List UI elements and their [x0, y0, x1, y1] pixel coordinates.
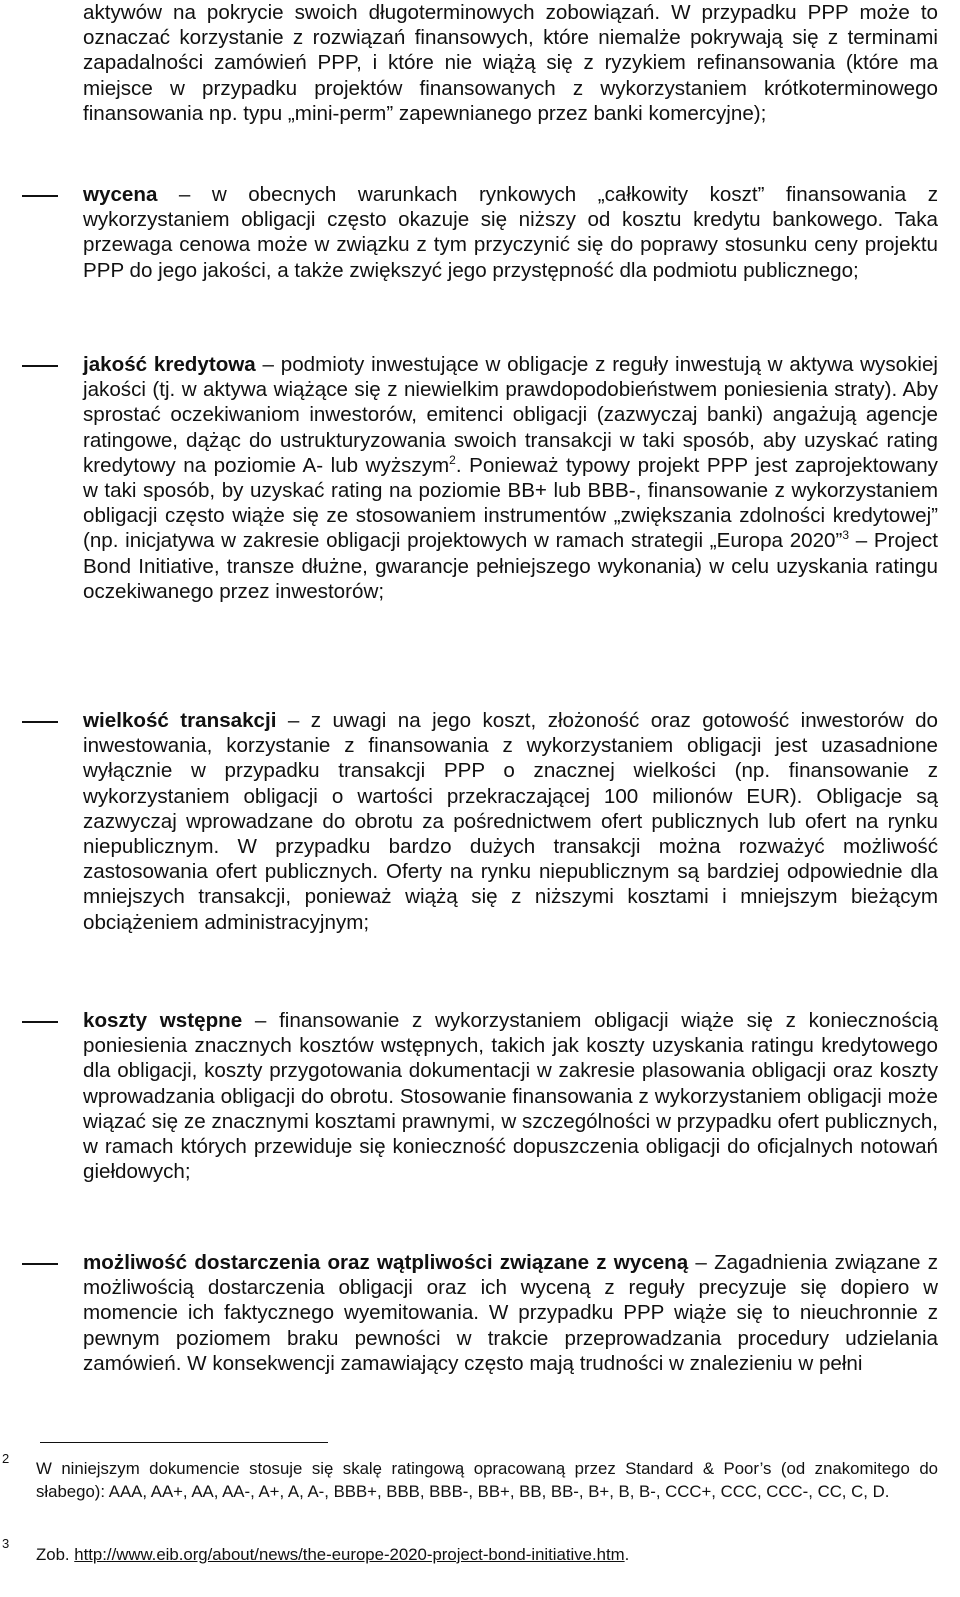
footnote-number: 2: [2, 1451, 10, 1466]
intro-paragraph: aktywów na pokrycie swoich długoterminowych zobowiązań. W przypadku PPP może to oznaczać korzystanie z rozwiązań finansowych, które niemalże pokrywają się z terminami zapadalności zamówień PPP, i które nie wiążą się z ryzykiem refinansowania (które ma miejsce w przypadku projektów finansowanych z wykorzystaniem krótkoterminowego finansowania np. typu „mini-perm” zapewnianego przez banki komercyjne);: [83, 1, 938, 125]
list-item-term: wycena: [83, 183, 158, 206]
list-item-term: wielkość transakcji: [83, 709, 277, 732]
dash-bullet-icon: [22, 195, 58, 197]
list-item-body: z uwagi na jego koszt, złożoność oraz gotowość inwestorów do inwestowania, korzystanie z finansowania z wykorzystaniem obligacji jest uzasadnione wyłącznie w przypadku transakcji PPP o znacznej wielkości (np. finansowanie z wykorzystaniem obligacji o wartości przekraczającej 100 milionów EUR). Obligacje są zazwyczaj wprowadzane do obrotu za pośrednictwem ofert publicznych lub ofert na rynku niepublicznym. W przypadku bardzo dużych transakcji można rozważyć możliwość zastosowania ofert publicznych. Oferty na rynku niepublicznym są bardziej odpowiednie dla mniejszych transakcji, ponieważ wiążą się z niższymi kosztami i mniejszym bieżącym obciążeniem administracyjnym;: [83, 709, 938, 934]
footnote-ref[interactable]: 2: [449, 452, 456, 467]
footnote-2: W niniejszym dokumencie stosuje się skalę ratingową opracowaną przez Standard & Poor’s (od znakomitego do słabego): AAA, AA+, AA, AA-, A+, A, A-, BBB+, BBB, BBB-, BB+, BB, BB-, B+, B, B-, CCC+, CCC, CCC-, CC, C, D.: [36, 1459, 938, 1501]
list-item-text: jakość kredytowa – podmioty inwestujące w obligacje z reguły inwestują w aktywa wysokiej jakości (tj. w aktywa wiążące się z niewielkim prawdopodobieństwem poniesienia straty). Aby sprostać oczekiwaniom inwestorów, emitenci obligacji (zazwyczaj banki) angażują agencje ratingowe, dążąc do ustrukturyzowania swoich transakcji w taki sposób, aby uzyskać rating kredytowy na poziomie A- lub wyższym$^2$. Ponieważ typowy projekt PPP jest zaprojektowany w taki sposób, by uzyskać rating na poziomie BB+ lub BBB-, finansowanie z wykorzystaniem obligacji często wiąże się ze stosowaniem instrumentów „zwiększania zdolności kredytowej” (np. inicjatywa w zakresie obligacji projektowych w ramach strategii „Europa 2020”$^3$ – Project Bond Initiative, transze dłużne, gwarancje pełniejszego wykonania) w celu uzyskania ratingu oczekiwanego przez inwestorów;: [83, 353, 938, 603]
footnote-number: 3: [2, 1536, 10, 1551]
list-item-body: w obecnych warunkach rynkowych „całkowity koszt” finansowania z wykorzystaniem obligacji często okazuje się niższy od kosztu kredytu bankowego. Taka przewaga cenowa może w związku z tym przyczynić się do poprawy stosunku ceny projektu PPP do jego jakości, a także zwiększyć jego przystępność dla podmiotu publicznego;: [83, 183, 938, 282]
list-item-term: koszty wstępne: [83, 1009, 243, 1032]
list-item-term: możliwość dostarczenia oraz wątpliwości związane z wyceną: [83, 1251, 689, 1274]
list-item-text: możliwość dostarczenia oraz wątpliwości związane z wyceną – Zagadnienia związane z możliwością dostarczenia obligacji oraz ich wyceną z reguły precyzuje się dopiero w momencie ich faktycznego wyemitowania. W przypadku PPP wiąże się to nieuchronnie z pewnym poziomem braku pewności w trakcie przeprowadzania procedury udzielania zamówień. W konsekwencji zamawiający często mają trudności w znalezieniu w pełni: [83, 1251, 939, 1375]
list-item-text: wielkość transakcji – z uwagi na jego koszt, złożoność oraz gotowość inwestorów do inwestowania, korzystanie z finansowania z wykorzystaniem obligacji jest uzasadnione wyłącznie w przypadku transakcji PPP o znacznej wielkości (np. finansowanie z wykorzystaniem obligacji o wartości przekraczającej 100 milionów EUR). Obligacje są zazwyczaj wprowadzane do obrotu za pośrednictwem ofert publicznych lub ofert na rynku niepublicznym. W przypadku bardzo dużych transakcji można rozważyć możliwość zastosowania ofert publicznych. Oferty na rynku niepublicznym są bardziej odpowiednie dla mniejszych transakcji, ponieważ wiążą się z niższymi kosztami i mniejszym bieżącym obciążeniem administracyjnym;: [83, 709, 938, 934]
list-item-term: jakość kredytowa: [83, 353, 256, 376]
footnote-separator: [40, 1442, 328, 1443]
footnote-link[interactable]: http://www.eib.org/about/news/the-europe-2020-project-bond-initiative.htm: [74, 1545, 625, 1564]
footnote-3: Zob. http://www.eib.org/about/news/the-europe-2020-project-bond-initiative.htm.: [36, 1545, 630, 1564]
dash-bullet-icon: [22, 721, 58, 723]
list-item-body: podmioty inwestujące w obligacje z reguły inwestują w aktywa wysokiej jakości (tj. w aktywa wiążące się z niewielkim prawdopodobieństwem poniesienia straty). Aby sprostać oczekiwaniom inwestorów, emitenci obligacji (zazwyczaj banki) angażują agencje ratingowe, dążąc do ustrukturyzowania swoich transakcji w taki sposób, aby uzyskać rating kredytowy na poziomie A- lub wyższym: [83, 353, 938, 477]
list-item-body: finansowanie z wykorzystaniem obligacji wiąże się z koniecznością poniesienia znacznych kosztów wstępnych, takich jak koszty uzyskania ratingu kredytowego dla obligacji, koszty przygotowania dokumentacji w zakresie plasowania obligacji oraz koszty wprowadzania obligacji do obrotu. Stosowanie finansowania z wykorzystaniem obligacji może wiązać się ze znacznymi kosztami prawnymi, w szczególności w przypadku ofert publicznych, w ramach których przewiduje się konieczność dopuszczenia obligacji do oficjalnych notowań giełdowych;: [83, 1009, 938, 1184]
list-item-body: Zagadnienia związane z możliwością dostarczenia obligacji oraz ich wyceną z reguły precyzuje się dopiero w momencie ich faktycznego wyemitowania. W przypadku PPP wiąże się to nieuchronnie z pewnym poziomem braku pewności w trakcie przeprowadzania procedury udzielania zamówień. W konsekwencji zamawiający często mają trudności w znalezieniu w pełni: [83, 1251, 939, 1375]
dash-bullet-icon: [22, 1263, 58, 1265]
dash-bullet-icon: [22, 365, 58, 367]
footnote-ref[interactable]: 3: [842, 528, 850, 543]
dash-bullet-icon: [22, 1021, 58, 1023]
list-item-text: koszty wstępne – finansowanie z wykorzystaniem obligacji wiąże się z koniecznością poniesienia znacznych kosztów wstępnych, takich jak koszty uzyskania ratingu kredytowego dla obligacji, koszty przygotowania dokumentacji w zakresie plasowania obligacji oraz koszty wprowadzania obligacji do obrotu. Stosowanie finansowania z wykorzystaniem obligacji może wiązać się ze znacznymi kosztami prawnymi, w szczególności w przypadku ofert publicznych, w ramach których przewiduje się konieczność dopuszczenia obligacji do oficjalnych notowań giełdowych;: [83, 1009, 938, 1184]
list-item-text: wycena – w obecnych warunkach rynkowych „całkowity koszt” finansowania z wykorzystaniem obligacji często okazuje się niższy od kosztu kredytu bankowego. Taka przewaga cenowa może w związku z tym przyczynić się do poprawy stosunku ceny projektu PPP do jego jakości, a także zwiększyć jego przystępność dla podmiotu publicznego;: [83, 183, 938, 282]
